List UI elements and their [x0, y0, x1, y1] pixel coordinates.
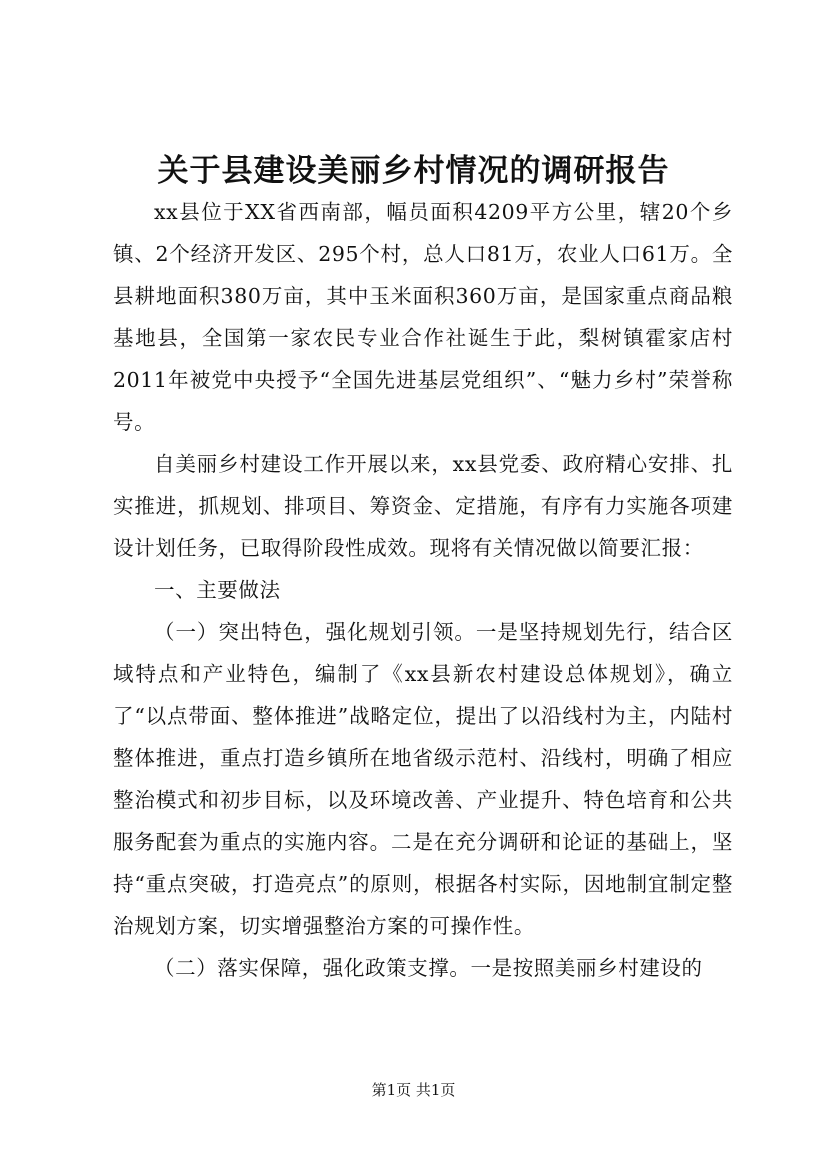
section-heading-main-practices: 一、主要做法 — [154, 578, 281, 602]
document-title: 关于县建设美丽乡村情况的调研报告 — [157, 153, 670, 189]
page-footer: 第1页 共1页 — [371, 1081, 456, 1099]
paragraph-planning: （一）突出特色，强化规划引领。一是坚持规划先行，结合区域特点和产业特色，编制了《xx县新农村建设总体规划》，确立了“以点带面、整体推进”战略定位，提出了以沿线村为主，内陆村整体推进，重点打造乡镇所在地省级示范村、沿线村，明确了相应整治模式和初步目标，以及环境改善、产业提升、特色培育和公共服务配套为重点的实施内容。二是在充分调研和论证的基础上，坚持“重点突破，打造亮点”的原则，根据各村实际，因地制宜制定整治规划方案，切实增强整治方案的可操作性。 — [113, 620, 733, 938]
paragraph-policy: （二）落实保障，强化政策支撑。一是按照美丽乡村建设的 — [154, 956, 703, 980]
document-body — [113, 191, 733, 989]
paragraph-overview: 自美丽乡村建设工作开展以来，xx县党委、政府精心安排、扎实推进，抓规划、排项目、筹资金、定措施，有序有力实施各项建设计划任务，已取得阶段性成效。现将有关情况做以简要汇报： — [113, 452, 733, 560]
paragraph-intro: xx县位于XX省西南部，幅员面积4209平方公里，辖20个乡镇、2个经济开发区、295个村，总人口81万，农业人口61万。全县耕地面积380万亩，其中玉米面积360万亩，是国家重点商品粮基地县，全国第一家农民专业合作社诞生于此，梨树镇霍家店村2011年被党中央授予“全国先进基层党组织”、“魅力乡村”荣誉称号。 — [113, 200, 733, 434]
